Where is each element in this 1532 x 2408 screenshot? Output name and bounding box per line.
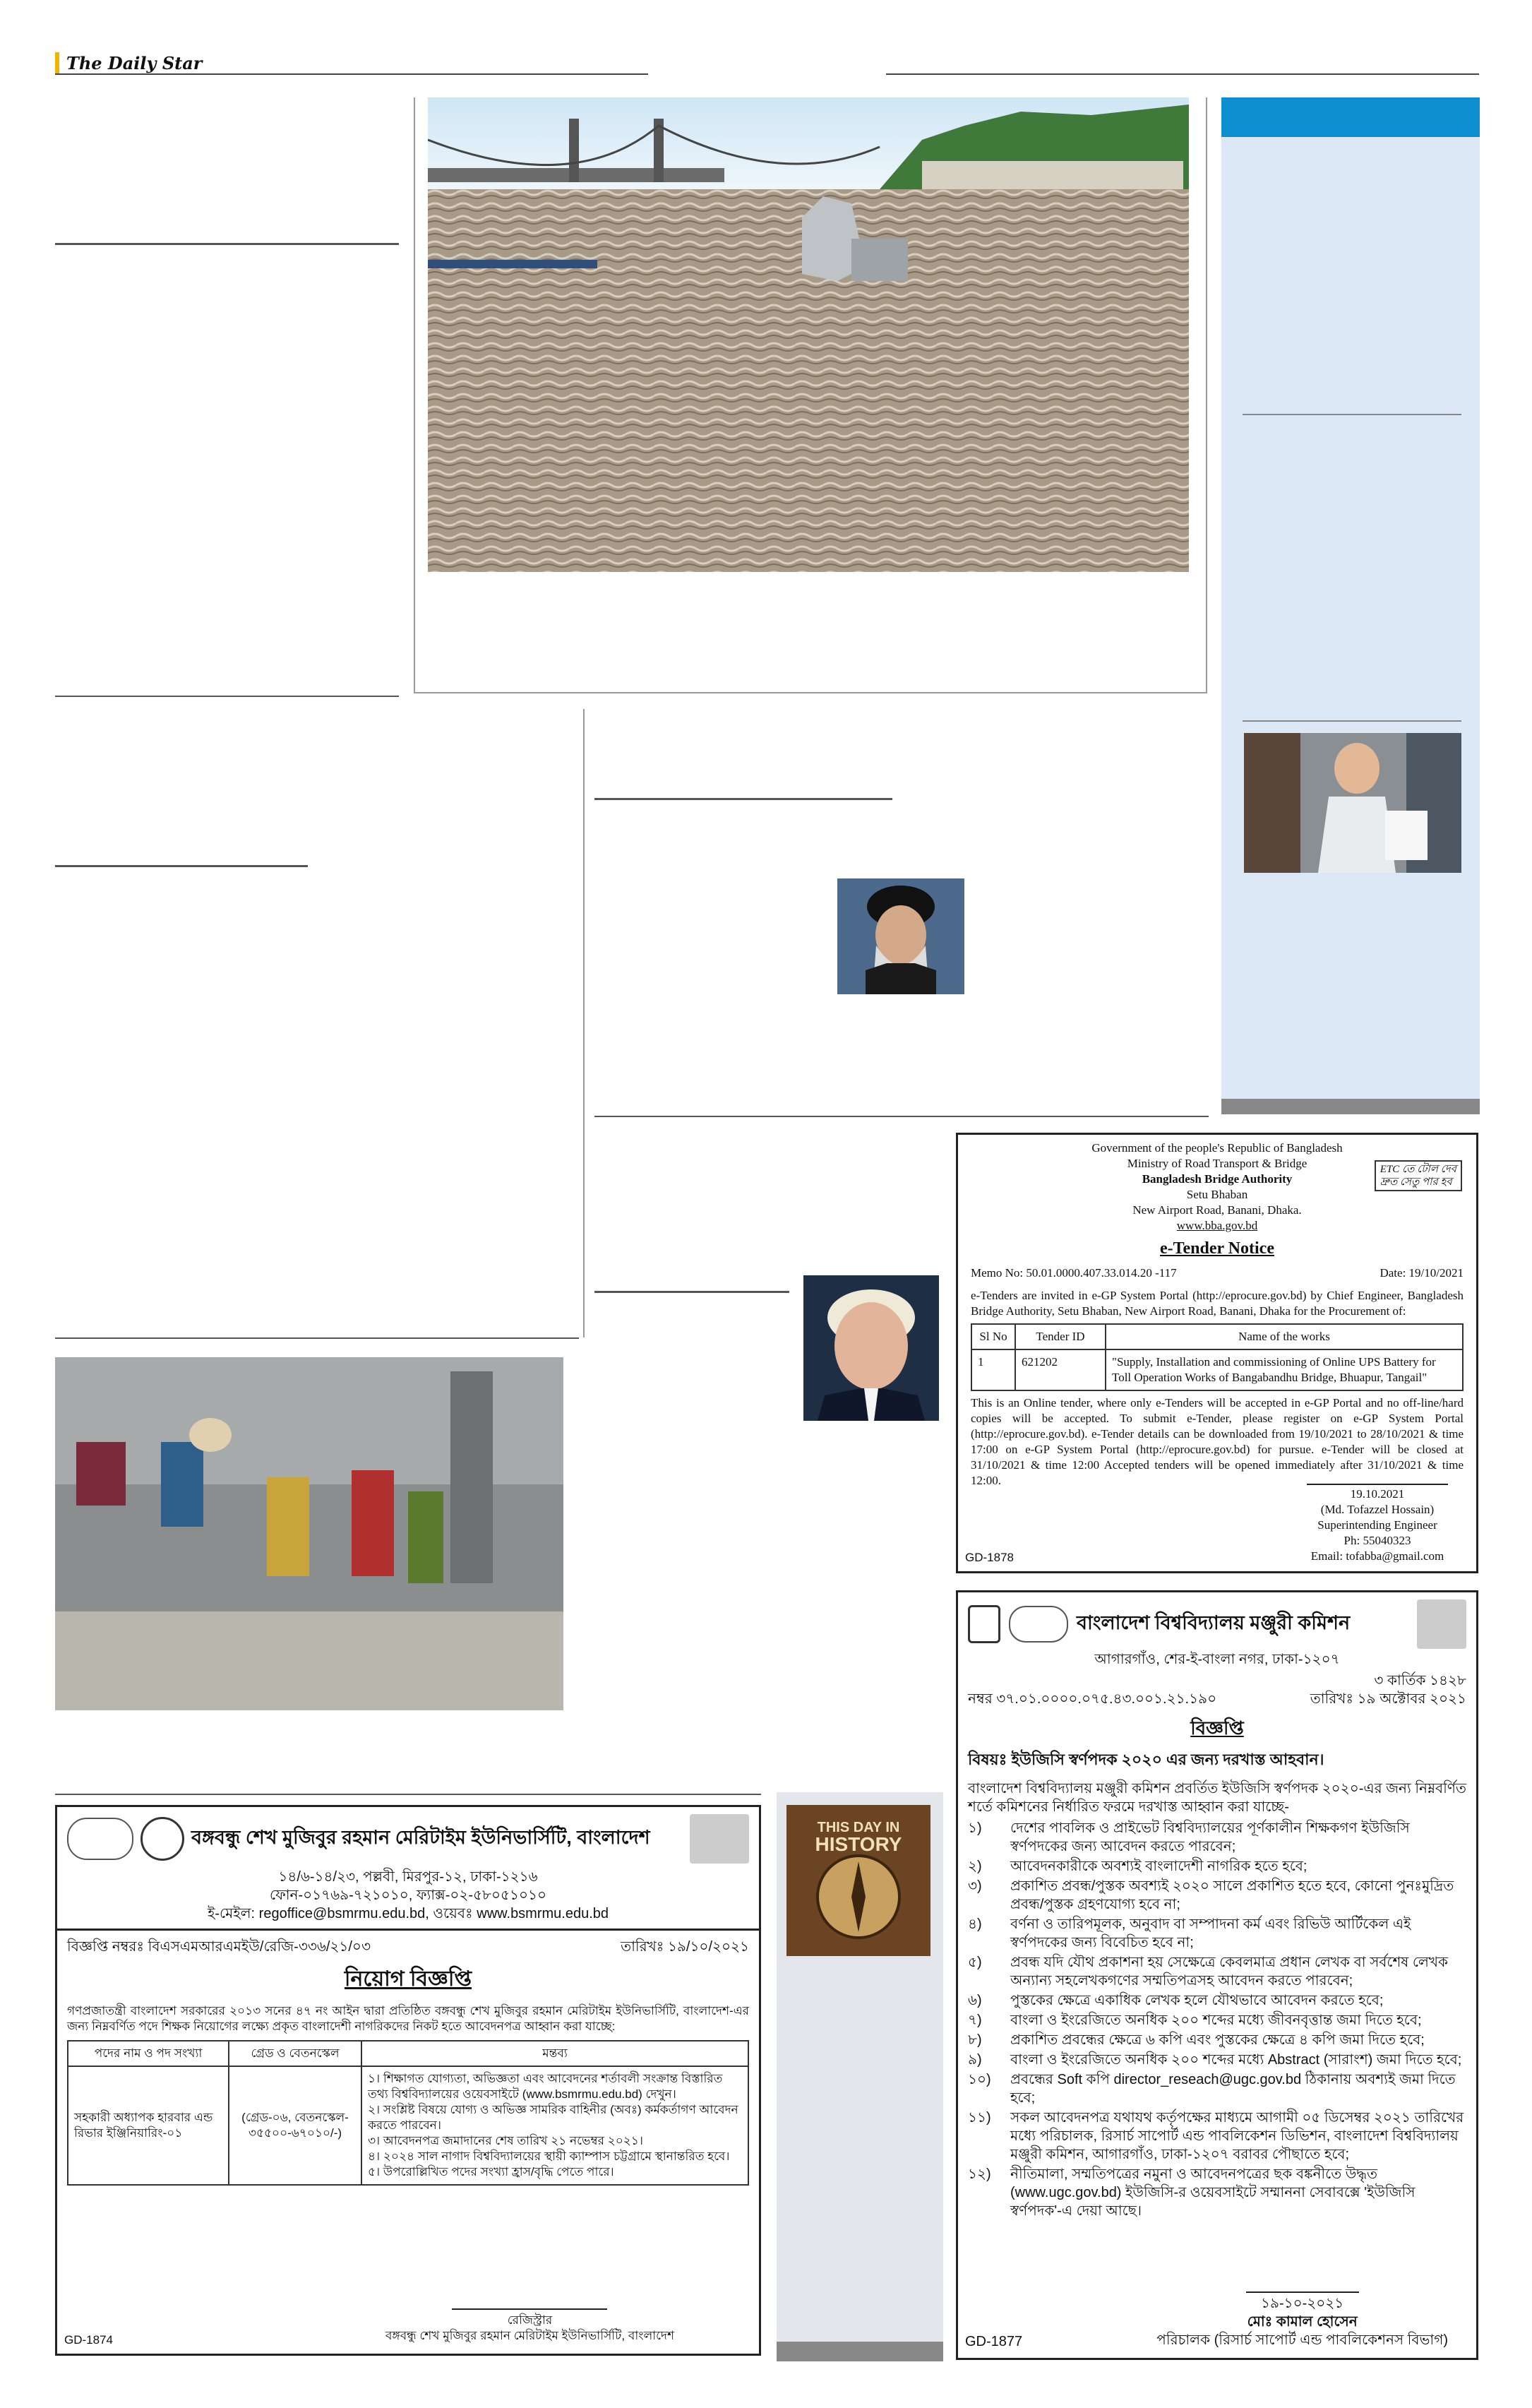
bsmrmu-heading: নিয়োগ বিজ্ঞপ্তি	[344, 1967, 472, 1991]
etc-note-1: ETC তে টোল দেব	[1380, 1164, 1456, 1175]
ugc-ad	[956, 1590, 1478, 2360]
tender-table	[971, 1323, 1464, 1391]
bsmrmu-post: সহকারী অধ্যাপক হারবার এন্ড রিভার ইঞ্জিনিয়ারিং-০১	[68, 2066, 229, 2185]
bsmrmu-col-grade: গ্রেড ও বেতনস্কেল	[229, 2041, 361, 2066]
bba-ministry: Ministry of Road Transport & Bridge	[1127, 1157, 1307, 1170]
bba-gov: Government of the people's Republic of Bangladesh	[1091, 1141, 1343, 1155]
bsmrmu-signature	[452, 2284, 607, 2310]
bsmrmu-memo: বিজ্ঞপ্তি নম্বরঃ বিএসএমআরএমইউ/রেজি-৩৩৬/২১/০৩	[67, 1939, 371, 1955]
left-rule-4	[55, 1337, 579, 1339]
list-item: ৩। আবেদনপত্র জমাদানের শেষ তারিখ ২১ নভেম্বর ২০২১।	[368, 2134, 643, 2147]
bba-building: Setu Bhaban	[1186, 1188, 1248, 1201]
tender-designation: Superintending Engineer	[1317, 1518, 1437, 1532]
table-row	[68, 2066, 748, 2185]
history-line-1: THIS DAY IN	[817, 1820, 900, 1835]
list-item: ১২) নীতিমালা, সম্মতিপত্রের নমুনা ও আবেদনপত্রের ছক বঙ্কনীতে উদ্ধৃত (www.ugc.gov.bd) ইউজিসি-র ওয়েবসাইটে সম্মাননা সেবাবক্সে 'ইউজিসি স্বর্ণপদক'-এ দেয়া আছে।	[968, 2166, 1416, 2219]
flood-photo-image	[428, 97, 1189, 572]
list-item: ৯) বাংলা ও ইংরেজিতে অনধিক ২০০ শব্দের মধ্যে Abstract (সারাংশ) জমা দিতে হবে;	[968, 2052, 1462, 2068]
right-sidebar	[1221, 97, 1480, 1114]
ugc-sig-date: ১৯-১০-২০২১	[1261, 2296, 1344, 2311]
right-sidebar-rule-2	[1243, 720, 1461, 722]
tender-title: e-Tender Notice	[1160, 1239, 1274, 1258]
middle-divider	[583, 709, 585, 1337]
tender-col-id: Tender ID	[1015, 1324, 1106, 1349]
tender-col-name: Name of the works	[1106, 1324, 1463, 1349]
ugc-date: ১৯ অক্টোবর ২০২১	[1357, 1691, 1466, 1707]
bsmrmu-remarks	[361, 2066, 748, 2185]
ugc-portrait	[1417, 1599, 1466, 1649]
right-sidebar-rule-1	[1243, 414, 1461, 415]
bsmrmu-portrait	[690, 1814, 749, 1864]
table-row	[971, 1349, 1463, 1390]
ugc-subject: বিষয়ঃ ইউজিসি স্বর্ণপদক ২০২০ এর জন্য দরখাস্ত আহবান।	[968, 1751, 1324, 1768]
tender-code: GD-1878	[965, 1551, 1014, 1564]
ugc-designation: পরিচালক (রিসার্চ সাপোর্ট এন্ড পাবলিকেশনস বিভাগ)	[1156, 2332, 1448, 2348]
tender-date: Date: 19/10/2021	[1380, 1266, 1464, 1280]
middle-rule-2	[594, 1116, 1209, 1117]
left-col-rule-3	[55, 865, 308, 867]
bsmrmu-phone: ফোন-০১৭৬৯-৭২১০১০, ফ্যাক্স-০২-৫৮০৫১০১০	[270, 1888, 546, 1903]
ugc-memo: নম্বর ৩৭.০১.০০০০.০৭৫.৪৩.০০১.২১.১৯০	[968, 1691, 1217, 1707]
portrait-politician	[803, 1275, 939, 1421]
tender-row-sl: 1	[971, 1349, 1015, 1390]
masthead	[55, 51, 202, 75]
list-item: ৫) প্রবন্ধ যদি যৌথ প্রকাশনা হয় সেক্ষেত্রে কেবলমাত্র প্রধান লেখক বা সর্বশেষ লেখক অন্যান্য সহলেখকগণের সম্মতিপত্রসহ আবেদন করতে পারবেন;	[968, 1955, 1449, 1989]
right-sidebar-footer	[1221, 1099, 1480, 1114]
ugc-signer: মোঃ কামাল হোসেন	[1247, 2314, 1358, 2330]
middle-rule-3	[594, 1291, 789, 1293]
tender-signer: (Md. Tofazzel Hossain)	[1320, 1503, 1435, 1516]
bsmrmu-col-post: পদের নাম ও পদ সংখ্যা	[68, 2041, 229, 2066]
ugc-logo	[968, 1605, 1000, 1643]
bottom-left-rule	[55, 1794, 761, 1795]
bsmrmu-table	[67, 2040, 749, 2186]
left-col-rule-2	[55, 696, 399, 697]
masthead-rule-left	[55, 73, 648, 75]
bba-tender-ad	[956, 1133, 1478, 1573]
masthead-rule-right	[886, 73, 1479, 75]
masthead-logo: The Daily Star	[66, 52, 203, 73]
list-item: ২) আবেদনকারীকে অবশ্যই বাংলাদেশী নাগরিক হতে হবে;	[968, 1859, 1307, 1874]
tender-body: This is an Online tender, where only e-Tenders will be accepted in e-GP Portal and no off-line/hard copies will be accepted. To submit e-Tender, please register on e-GP System Portal (http://eprocure.gov.bd). e-Tender details can be downloaded from 19/10/2021 to 28/10/2021 & time 17:00 on e-GP System Portal (http://eprocure.gov.bd) for pursue. e-Tender will be closed at 31/10/2021 & time 12:00 Accepted tenders will be opened immediately after 31/10/2021 & time 12:00.	[971, 1396, 1464, 1487]
migrants-photo-image	[55, 1357, 563, 1710]
tender-row-name: "Supply, Installation and commissioning of Online UPS Battery for Toll Operation Works of Bangabandhu Bridge, Bhuapur, Tangail"	[1106, 1349, 1463, 1390]
bsmrmu-signer-title: রেজিস্ট্রার	[507, 2313, 553, 2327]
ugc-signature	[1246, 2273, 1359, 2293]
right-sidebar-header	[1221, 97, 1480, 137]
history-strip-footer	[777, 2342, 943, 2361]
list-item: ১০) প্রবন্ধের Soft কপি director_reseach@ugc.gov.bd ঠিকানায় অবশ্যই জমা দিতে হবে;	[968, 2072, 1456, 2106]
tender-memo: Memo No: 50.01.0000.407.33.014.20 -117	[971, 1266, 1177, 1280]
list-item: ৬) পুস্তকের ক্ষেত্রে একাধিক লেখক হলে যৌথভাবে আবেদন করতে হবে;	[968, 1993, 1384, 2008]
ugc-address: আগারগাঁও, শের-ই-বাংলা নগর, ঢাকা-১২০৭	[1094, 1652, 1340, 1667]
bba-web: www.bba.gov.bd	[1176, 1219, 1258, 1232]
history-line-2: HISTORY	[815, 1833, 902, 1855]
portrait-cleric	[837, 878, 964, 994]
bsmrmu-title: বঙ্গবন্ধু শেখ মুজিবুর রহমান মেরিটাইম ইউনিভার্সিটি, বাংলাদেশ	[191, 1826, 650, 1848]
ugc-intro: বাংলাদেশ বিশ্ববিদ্যালয় মঞ্জুরী কমিশন প্রবর্তিত ইউজিসি স্বর্ণপদক ২০২০-এর জন্য নিম্নবর্ণিত শর্তে কমিশনের নির্ধারিত ফরমে দরখাস্ত আহ্বান করা যাচ্ছে-	[968, 1781, 1466, 1815]
history-box	[786, 1805, 930, 1956]
middle-rule-1	[594, 798, 892, 800]
ugc-items	[968, 1819, 1466, 2220]
tender-row-id: 621202	[1015, 1349, 1106, 1390]
list-item: ৪) বর্ণনা ও তারিপমূলক, অনুবাদ বা সম্পাদনা কর্ম এবং রিভিউ আর্টিকেল এই স্বর্ণপদকের জন্য বিবেচিত হবে না;	[968, 1917, 1411, 1950]
list-item: ২। সংশ্লিষ্ট বিষয়ে যোগ্য ও অভিজ্ঞ সামরিক বাহিনীর (অবঃ) কর্মকর্তাগণ আবেদন করতে পারবেন।	[368, 2103, 738, 2132]
list-item: ৮) প্রকাশিত প্রবন্ধের ক্ষেত্রে ৬ কপি এবং পুস্তকের ক্ষেত্রে ৪ কপি জমা দিতে হবে;	[968, 2032, 1425, 2048]
bba-address: New Airport Road, Banani, Dhaka.	[1132, 1203, 1302, 1217]
list-item: ৩) প্রকাশিত প্রবন্ধ/পুস্তক অবশ্যই ২০২০ সালে প্রকাশিত হতে হবে, কোনো পুনঃমুদ্রিত প্রবন্ধ/পুস্তক গ্রহণযোগ্য হবে না;	[968, 1878, 1454, 1912]
masthead-bar	[55, 52, 59, 73]
etc-badge	[1375, 1160, 1462, 1191]
tender-email: Email: tofabba@gmail.com	[1310, 1549, 1444, 1563]
ugc-date-label: তারিখঃ	[1310, 1691, 1354, 1707]
bsmrmu-email: ই-মেইল: regoffice@bsmrmu.edu.bd, ওয়েবঃ www.bsmrmu.edu.bd	[207, 1906, 609, 1921]
bba-authority: Bangladesh Bridge Authority	[1142, 1172, 1293, 1186]
bsmrmu-ad	[55, 1805, 761, 2356]
flood-photo	[428, 97, 1189, 572]
left-col-rule-1	[55, 243, 399, 245]
ugc-bangla-date: ৩ কার্তিক ১৪২৮	[1374, 1673, 1466, 1688]
child-photo-image	[1244, 733, 1461, 873]
tender-signature	[1307, 1462, 1448, 1485]
etc-note-2: দ্রুত সেতু পার হব	[1380, 1176, 1452, 1188]
bsmrmu-logo	[140, 1817, 184, 1861]
bsmrmu-grade: (গ্রেড-০৬, বেতনস্কেল- ৩৫৫০০-৬৭০১০/-)	[229, 2066, 361, 2185]
bsmrmu-signer-org: বঙ্গবন্ধু শেখ মুজিবুর রহমান মেরিটাইম ইউনিভার্সিটি, বাংলাদেশ	[385, 2329, 674, 2342]
bsmrmu-col-remarks: মন্তব্য	[361, 2041, 748, 2066]
list-item: ৫। উপরোল্লিখিত পদের সংখ্যা হ্রাস/বৃদ্ধি পেতে পারে।	[368, 2165, 614, 2178]
ugc-code: GD-1877	[965, 2334, 1023, 2349]
bsmrmu-intro: গণপ্রজাতন্ত্রী বাংলাদেশ সরকারের ২০১৩ সনের ৪৭ নং আইন দ্বারা প্রতিষ্ঠিত বঙ্গবন্ধু শেখ মুজিবুর রহমান মেরিটাইম ইউনিভার্সিটি, বাংলাদেশ-এর জন্য নিম্নবর্ণিত পদে শিক্ষক নিয়োগের লক্ষ্যে প্রকৃত বাংলাদেশী নাগরিকদের নিকট হতে আবেদনপত্র আহ্বান করা যাচ্ছে:	[67, 2004, 749, 2033]
portrait-politician-image	[803, 1275, 939, 1421]
bsmrmu-address: ১৪/৬-১৪/২৩, পল্লবী, মিরপুর-১২, ঢাকা-১২১৬	[278, 1869, 538, 1885]
tender-col-sl: Sl No	[971, 1324, 1015, 1349]
portrait-cleric-image	[837, 878, 964, 994]
child-photo	[1244, 733, 1461, 873]
ugc-heading: বিজ্ঞপ্তি	[1190, 1717, 1244, 1739]
list-item: ১১) সকল আবেদনপত্র যথাযথ কর্তৃপক্ষের মাধ্যমে আগামী ০৫ ডিসেম্বর ২০২১ তারিখের মধ্যে পরিচালক, রিসার্চ সাপোর্ট এন্ড পাবলিকেশন ডিভিশন, বাংলাদেশ বিশ্ববিদ্যালয় মঞ্জুরী কমিশন, আগারগাঁও, ঢাকা-১২০৭ বরাবর পৌছাতে হবে;	[968, 2110, 1464, 2162]
tender-phone: Ph: 55040323	[1344, 1534, 1411, 1547]
bsmrmu-code: GD-1874	[64, 2333, 113, 2347]
mujib-100-logo-2	[67, 1818, 133, 1860]
bsmrmu-date: তারিখঃ ১৯/১০/২০২১	[621, 1939, 749, 1955]
list-item: ১। শিক্ষাগত যোগ্যতা, অভিজ্ঞতা এবং আবেদনের শর্তাবলী সংক্রান্ত বিস্তারিত তথ্য বিশ্ববিদ্যালয়ের ওয়েবসাইটে (www.bsmrmu.edu.bd) দেখুন।	[368, 2072, 723, 2101]
list-item: ৪। ২০২৪ সাল নাগাদ বিশ্ববিদ্যালয়ের স্থায়ী ক্যাম্পাস চট্টগ্রামে স্থানান্তরিত হবে।	[368, 2150, 730, 2163]
migrants-photo	[55, 1357, 563, 1710]
tender-sig-date: 19.10.2021	[1350, 1487, 1405, 1501]
list-item: ১) দেশের পাবলিক ও প্রাইভেট বিশ্ববিদ্যালয়ের পূর্ণকালীন শিক্ষকগণ ইউজিসি স্বর্ণপদকের জন্য আবেদন করতে পারবেন;	[968, 1820, 1410, 1854]
ugc-title: বাংলাদেশ বিশ্ববিদ্যালয় মঞ্জুরী কমিশন	[1077, 1611, 1351, 1633]
tender-intro: e-Tenders are invited in e-GP System Portal (http://eprocure.gov.bd) by Chief Engineer, Bangladesh Bridge Authority, Setu Bhaban, New Airport Road, Banani, Dhaka for the Procurement of:	[971, 1289, 1464, 1318]
mujib-100-logo	[1009, 1606, 1068, 1643]
list-item: ৭) বাংলা ও ইংরেজিতে অনধিক ২০০ শব্দের মধ্যে জীবনবৃত্তান্ত জমা দিতে হবে;	[968, 2013, 1422, 2028]
